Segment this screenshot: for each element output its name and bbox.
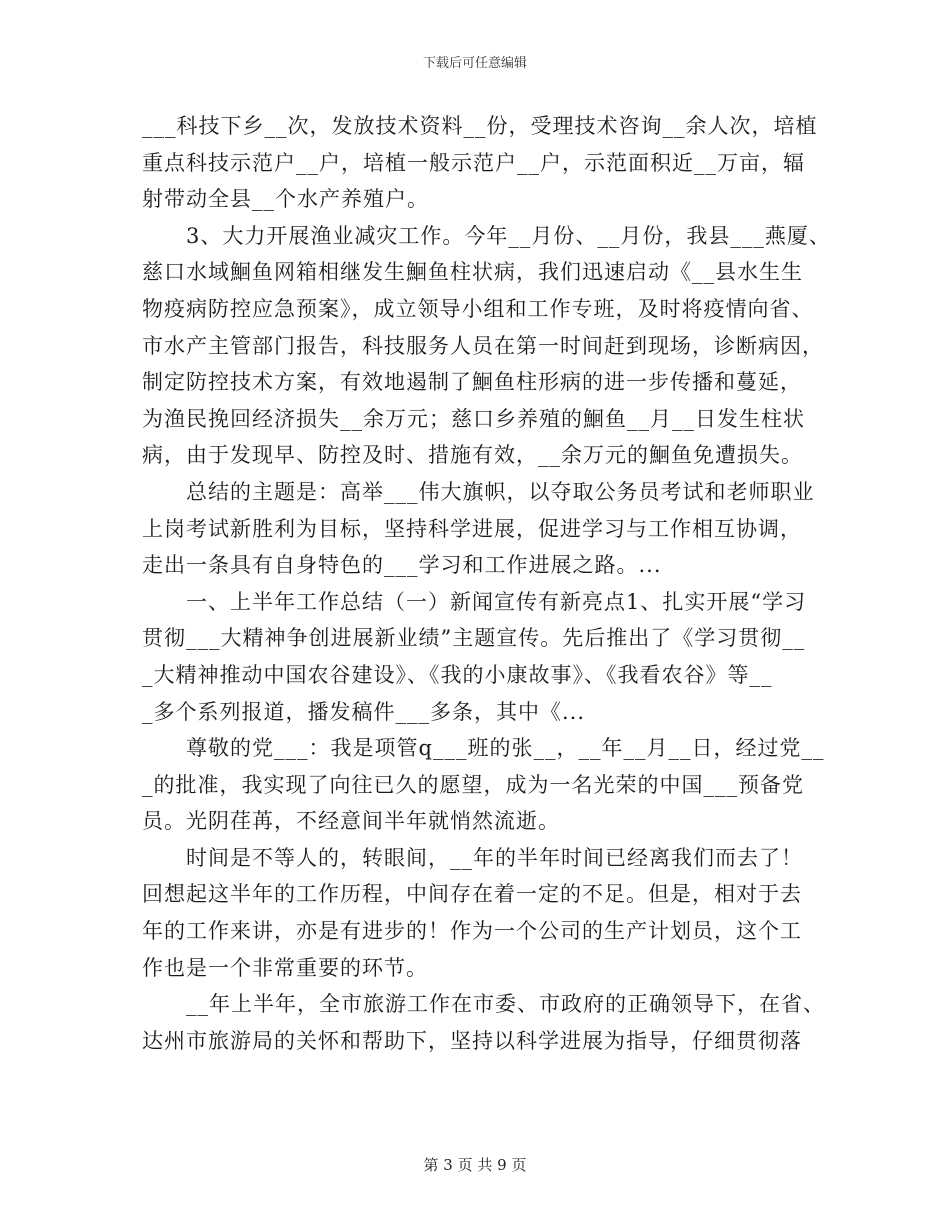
text-line: _大精神推动中国农谷建设》、《我的小康故事》、《我看农谷》等__ bbox=[142, 662, 773, 687]
document-body bbox=[142, 108, 831, 1059]
text-line: 病，由于发现早、防控及时、措施有效，__余万元的鮰鱼免遭损失。 bbox=[142, 443, 803, 468]
text-line: _多个系列报道，播发稿件___多条，其中《... bbox=[142, 699, 586, 724]
text-line: 贯彻___大精神争创进展新业绩”主题宣传。先后推出了《学习贯彻__ bbox=[142, 626, 806, 651]
text-line: _的批准，我实现了向往已久的愿望，成为一名光荣的中国___预备党 bbox=[142, 772, 804, 797]
text-line: 员。光阴荏苒，不经意间半年就悄然流逝。 bbox=[142, 809, 560, 834]
text-line: 时间是不等人的，转眼间，__年的半年时间已经离我们而去了！ bbox=[186, 845, 803, 870]
text-line: 慈口水域鮰鱼网箱相继发生鮰鱼柱状病，我们迅速启动《__县水生生 bbox=[142, 260, 803, 285]
text-line: ___科技下乡__次，发放技术资料__份，受理技术咨询__余人次，培植 bbox=[142, 114, 818, 138]
text-line: 为渔民挽回经济损失__余万元；慈口乡养殖的鮰鱼__月__日发生柱状 bbox=[142, 406, 805, 431]
text-line: 年的工作来讲，亦是有进步的！作为一个公司的生产计划员，这个工 bbox=[142, 919, 802, 944]
text-line: 制定防控技术方案，有效地遏制了鮰鱼柱形病的进一步传播和蔓延， bbox=[142, 370, 802, 395]
text-line: 总结的主题是：高举___伟大旗帜，以夺取公务员考试和老师职业 bbox=[186, 479, 815, 504]
page-footer: 第 3 页 共 9 页 bbox=[423, 1156, 527, 1174]
text-line: 一、上半年工作总结（一）新闻宣传有新亮点1、扎实开展“学习 bbox=[186, 589, 807, 614]
page-header: 下载后可任意编辑 bbox=[422, 56, 527, 71]
text-line: 回想起这半年的工作历程，中间存在着一定的不足。但是，相对于去 bbox=[142, 882, 802, 907]
text-line: 重点科技示范户__户，培植一般示范户__户，示范面积近__万亩，辐 bbox=[142, 150, 805, 175]
text-line: 作也是一个非常重要的环节。 bbox=[142, 955, 428, 980]
text-line: 尊敬的党___：我是项管q___班的张__，__年__月__日，经过党__ bbox=[186, 736, 825, 761]
text-line: 达州市旅游局的关怀和帮助下，坚持以科学进展为指导，仔细贯彻落 bbox=[142, 1028, 802, 1053]
text-line: 上岗考试新胜利为目标，坚持科学进展，促进学习与工作相互协调， bbox=[142, 516, 802, 541]
text-line: 射带动全县__个水产养殖户。 bbox=[142, 187, 429, 212]
text-line: 物疫病防控应急预案》，成立领导小组和工作专班，及时将疫情向省、 bbox=[142, 296, 814, 321]
text-line: 3、大力开展渔业减灾工作。今年__月份、__月份，我县___燕厦、 bbox=[186, 223, 831, 248]
text-line: 走出一条具有自身特色的___学习和工作进展之路。... bbox=[142, 553, 662, 578]
text-line: 市水产主管部门报告，科技服务人员在第一时间赶到现场，诊断病因， bbox=[142, 333, 824, 358]
text-line: __年上半年，全市旅游工作在市委、市政府的正确领导下，在省、 bbox=[186, 992, 825, 1017]
